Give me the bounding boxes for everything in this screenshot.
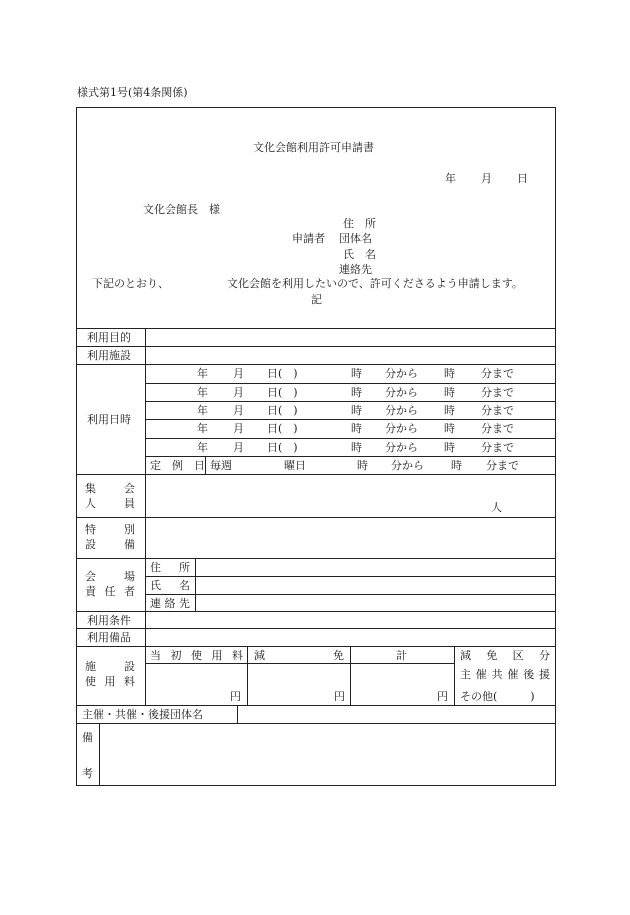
initial-fee-label: 当 初 使 用 料 — [150, 649, 243, 662]
applicant-contact-label: 連絡先 — [339, 263, 372, 276]
applicant-name-label: 氏 名 — [343, 248, 376, 261]
reduction-options: 主 催 共 催 後 援 — [460, 668, 550, 681]
date-year: 年 — [445, 172, 456, 185]
total-label: 計 — [396, 649, 407, 662]
request-prefix: 下記のとおり、 — [92, 277, 169, 290]
total-yen: 円 — [437, 690, 448, 703]
regular-weekly: 毎週 — [210, 459, 232, 472]
manager-contact-label: 連 絡 先 — [150, 597, 190, 610]
applicant-label: 申請者 — [292, 232, 325, 245]
reduction-other: その他( ) — [460, 690, 535, 703]
regular-minute-from: 分から — [391, 459, 424, 472]
regular-hour: 時 — [357, 459, 368, 472]
ki-mark: 記 — [311, 293, 322, 306]
attendance-unit: 人 — [491, 501, 502, 514]
addressee: 文化会館長 様 — [143, 203, 220, 216]
manager-address-label: 住 所 — [150, 561, 190, 574]
sponsors-label: 主催・共催・後援団体名 — [82, 708, 203, 721]
reduction-label: 減 免 — [254, 649, 344, 662]
conditions-label: 利用条件 — [87, 614, 131, 627]
equipment-label: 利用備品 — [87, 631, 131, 644]
date-month: 月 — [481, 172, 492, 185]
datetime-label: 利用日時 — [87, 413, 131, 426]
applicant-address-label: 住 所 — [343, 217, 376, 230]
applicant-group-label: 団体名 — [339, 232, 372, 245]
reduction-yen: 円 — [334, 690, 345, 703]
date-day: 日 — [517, 172, 528, 185]
purpose-label: 利用目的 — [87, 331, 131, 344]
form-number: 様式第1号(第4条関係) — [77, 86, 188, 99]
regular-hour2: 時 — [451, 459, 462, 472]
manager-name-label: 氏 名 — [150, 579, 190, 592]
regular-minute-to: 分まで — [486, 459, 519, 472]
initial-fee-yen: 円 — [230, 690, 241, 703]
reduction-category-label: 減 免 区 分 — [460, 649, 550, 662]
request-statement: 文化会館を利用したいので、許可くださるよう申請します。 — [227, 277, 523, 290]
form-title: 文化会館利用許可申請書 — [253, 141, 374, 154]
application-form: 文化会館利用許可申請書 年 月 日 文化会館長 様 住 所 申請者 団体名 氏 名 連絡先 下記のとおり、 文化会館を利用したいので、許可くださるよう申請します。 記 利用目的 利用施設 利用日時 年 月 日( ) 時 分から 時 分まで 年 月 日( ) 時 分から 時 分まで 年 月 日( ) 時 分から 時 分まで 年 月 日( ) 時 分から 時 分まで 年 月 日( ) 時 分から 時 分まで 定 例 日 毎週 曜日 時 分から 時 分まで 集 会 人 員 人 特 別 設 備 会 場 責 任 者 住 所 氏 名 連 絡 先 利用条件 利用備品 施 設 使 用 料 当 初 使 用 料 減 免 計 減 免 区 分 主 催 共 催 後 援 その他( ) 円 円 円 主催・共催・後援団体名 備 考 — [76, 107, 556, 786]
regular-day-label: 定 例 日 — [150, 459, 205, 472]
facility-label: 利用施設 — [87, 349, 131, 362]
regular-dow: 曜日 — [284, 459, 306, 472]
